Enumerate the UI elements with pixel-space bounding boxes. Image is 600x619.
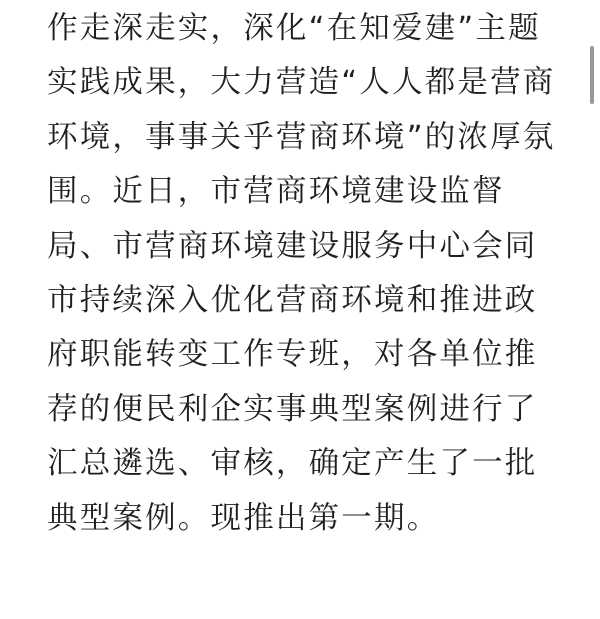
article-line: 典型案例。现推出第一期。 [47,500,440,536]
article-line: 荐的便民利企实事典型案例进行了 [47,391,538,427]
article-line: 围。近日，市营商环境建设监督 [47,174,505,210]
vertical-scrollbar[interactable] [590,46,594,104]
article-line: 市持续深入优化营商环境和推进政 [47,282,538,318]
article-line: 汇总遴选、审核，确定产生了一批 [47,446,538,482]
article-line: 府职能转变工作专班，对各单位推 [47,337,538,373]
article-body [47,0,567,546]
article-line: 实践成果，大力营造“人人都是营商 [47,65,556,101]
article-line: 环境，事事关乎营商环境”的浓厚氛 [47,119,556,155]
article-line: 作走深走实，深化“在知爱建”主题 [47,11,541,46]
article-line: 局、市营商环境建设服务中心会同 [47,228,538,264]
